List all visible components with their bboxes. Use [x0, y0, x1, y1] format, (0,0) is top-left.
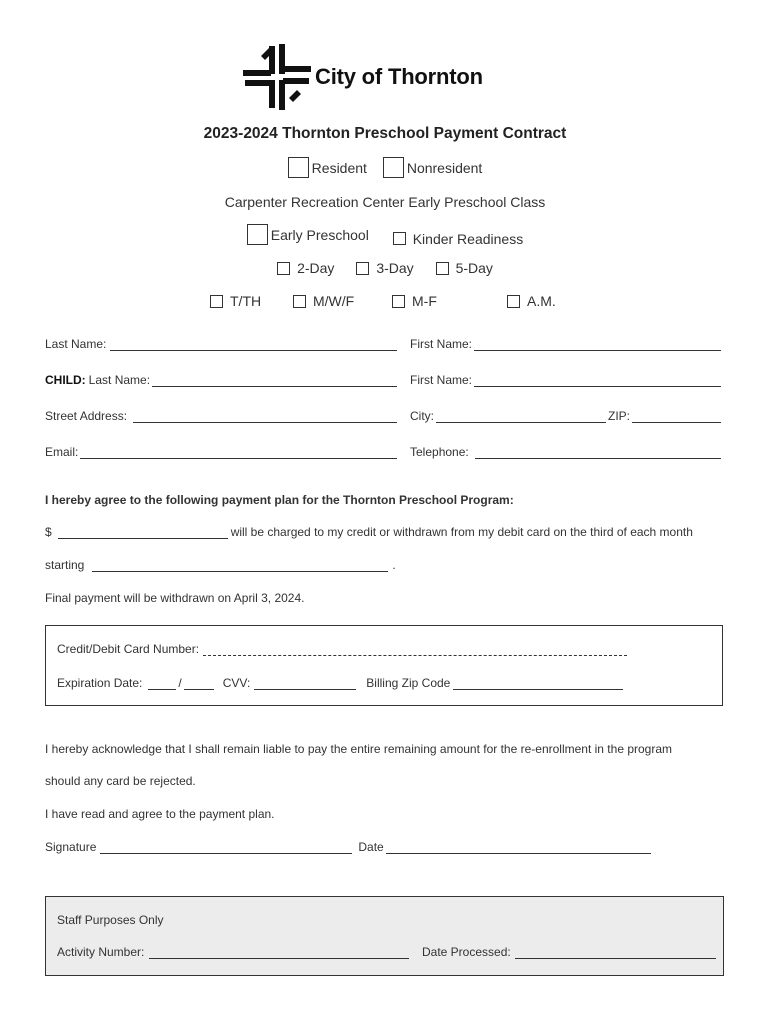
child-first-name-label: First Name:	[410, 373, 473, 387]
street-address-line[interactable]	[133, 411, 397, 423]
starting-line[interactable]	[92, 560, 388, 572]
date-line[interactable]	[386, 842, 651, 854]
thornton-logo-icon	[243, 44, 311, 110]
first-name-label: First Name:	[410, 337, 473, 351]
residency-row	[0, 157, 770, 181]
kinder-readiness-option[interactable]	[393, 231, 524, 247]
nonresident-checkbox[interactable]	[383, 157, 404, 178]
activity-number-label: Activity Number:	[57, 945, 145, 959]
charge-text: will be charged to my credit or withdrawn from my debit card on the third of each month	[230, 525, 693, 539]
city-field[interactable]	[410, 409, 606, 423]
nonresident-option[interactable]	[383, 157, 483, 178]
city-logo	[243, 44, 483, 110]
staff-heading: Staff Purposes Only	[57, 913, 164, 927]
zip-label: ZIP:	[608, 409, 631, 423]
final-payment-text: Final payment will be withdrawn on April 3, 2024.	[45, 591, 305, 605]
expiration-slash: /	[178, 676, 182, 690]
two-day-label: 2-Day	[297, 260, 335, 276]
tth-checkbox[interactable]	[210, 295, 223, 308]
dollar-sign: $	[45, 525, 52, 539]
telephone-line[interactable]	[475, 447, 721, 459]
mwf-option[interactable]	[293, 293, 354, 309]
agreement-heading: I hereby agree to the following payment plan for the Thornton Preschool Program:	[45, 493, 514, 507]
center-subtitle: Carpenter Recreation Center Early Preschool Class	[224, 194, 546, 210]
days-count-row	[0, 260, 770, 278]
resident-checkbox[interactable]	[288, 157, 309, 178]
expiration-month-line[interactable]	[148, 678, 176, 690]
tth-option[interactable]	[210, 293, 261, 309]
read-agree-text: I have read and agree to the payment plan.	[45, 807, 275, 821]
activity-number-field[interactable]	[57, 945, 409, 959]
starting-label: starting	[45, 558, 85, 572]
mf-label: M-F	[412, 293, 437, 309]
city-line[interactable]	[436, 411, 606, 423]
resident-option[interactable]	[288, 157, 367, 178]
signature-row	[45, 840, 651, 854]
am-option[interactable]	[507, 293, 556, 309]
mf-option[interactable]	[392, 293, 437, 309]
date-label: Date	[358, 840, 384, 854]
am-checkbox[interactable]	[507, 295, 520, 308]
staff-box	[45, 896, 724, 976]
zip-field[interactable]	[608, 409, 721, 423]
cvv-line[interactable]	[254, 678, 356, 690]
starting-period: .	[392, 558, 396, 572]
resident-label: Resident	[311, 159, 367, 176]
telephone-field[interactable]	[410, 445, 721, 459]
acknowledge-line-1: I hereby acknowledge that I shall remain liable to pay the entire remaining amount for the re-enrollment in the program	[45, 742, 673, 756]
child-first-name-line[interactable]	[474, 375, 721, 387]
last-name-label: Last Name:	[45, 337, 107, 351]
card-details-row	[57, 676, 637, 690]
early-preschool-label: Early Preschool	[270, 226, 369, 243]
two-day-option[interactable]	[277, 260, 334, 276]
card-info-box	[45, 625, 723, 706]
expiration-label: Expiration Date:	[57, 676, 143, 690]
signature-line[interactable]	[100, 842, 352, 854]
child-first-name-field[interactable]	[410, 373, 721, 387]
five-day-label: 5-Day	[455, 260, 493, 276]
first-name-line[interactable]	[474, 339, 721, 351]
last-name-line[interactable]	[110, 339, 397, 351]
early-preschool-option[interactable]	[247, 224, 369, 245]
email-line[interactable]	[80, 447, 397, 459]
card-number-line[interactable]	[203, 644, 627, 656]
card-number-label: Credit/Debit Card Number:	[57, 642, 200, 656]
kinder-readiness-checkbox[interactable]	[393, 232, 406, 245]
three-day-checkbox[interactable]	[356, 262, 369, 275]
parent-last-name-field[interactable]	[45, 337, 397, 351]
email-label: Email:	[45, 445, 79, 459]
mwf-label: M/W/F	[313, 293, 355, 309]
zip-line[interactable]	[632, 411, 721, 423]
billing-zip-label: Billing Zip Code	[366, 676, 451, 690]
early-preschool-checkbox[interactable]	[247, 224, 268, 245]
page-title: 2023-2024 Thornton Preschool Payment Contract	[203, 125, 567, 142]
three-day-label: 3-Day	[376, 260, 414, 276]
date-processed-line[interactable]	[515, 947, 716, 959]
billing-zip-line[interactable]	[453, 678, 623, 690]
expiration-year-line[interactable]	[184, 678, 214, 690]
cvv-label: CVV:	[222, 676, 251, 690]
logo-text: City of Thornton	[315, 64, 483, 89]
starting-row	[45, 558, 405, 572]
street-address-label: Street Address:	[45, 409, 128, 423]
nonresident-label: Nonresident	[406, 159, 483, 176]
activity-number-line[interactable]	[149, 947, 409, 959]
five-day-option[interactable]	[436, 260, 493, 276]
child-last-name-label: Last Name:	[88, 373, 151, 387]
tth-label: T/TH	[230, 293, 262, 309]
street-address-field[interactable]	[45, 409, 397, 423]
amount-row	[45, 525, 725, 539]
date-processed-field[interactable]	[422, 945, 716, 959]
two-day-checkbox[interactable]	[277, 262, 290, 275]
program-row	[0, 224, 770, 248]
telephone-label: Telephone:	[410, 445, 469, 459]
child-prefix: CHILD:	[45, 373, 86, 387]
mwf-checkbox[interactable]	[293, 295, 306, 308]
mf-checkbox[interactable]	[392, 295, 405, 308]
three-day-option[interactable]	[356, 260, 413, 276]
am-label: A.M.	[527, 293, 556, 309]
child-last-name-line[interactable]	[152, 375, 397, 387]
parent-first-name-field[interactable]	[410, 337, 721, 351]
kinder-readiness-label: Kinder Readiness	[412, 230, 524, 247]
city-label: City:	[410, 409, 434, 423]
five-day-checkbox[interactable]	[436, 262, 449, 275]
signature-label: Signature	[45, 840, 97, 854]
email-field[interactable]	[45, 445, 397, 459]
amount-line[interactable]	[58, 527, 228, 539]
acknowledge-line-2: should any card be rejected.	[45, 774, 196, 788]
child-last-name-field[interactable]	[45, 373, 397, 387]
date-processed-label: Date Processed:	[422, 945, 511, 959]
card-number-field[interactable]	[57, 642, 627, 656]
